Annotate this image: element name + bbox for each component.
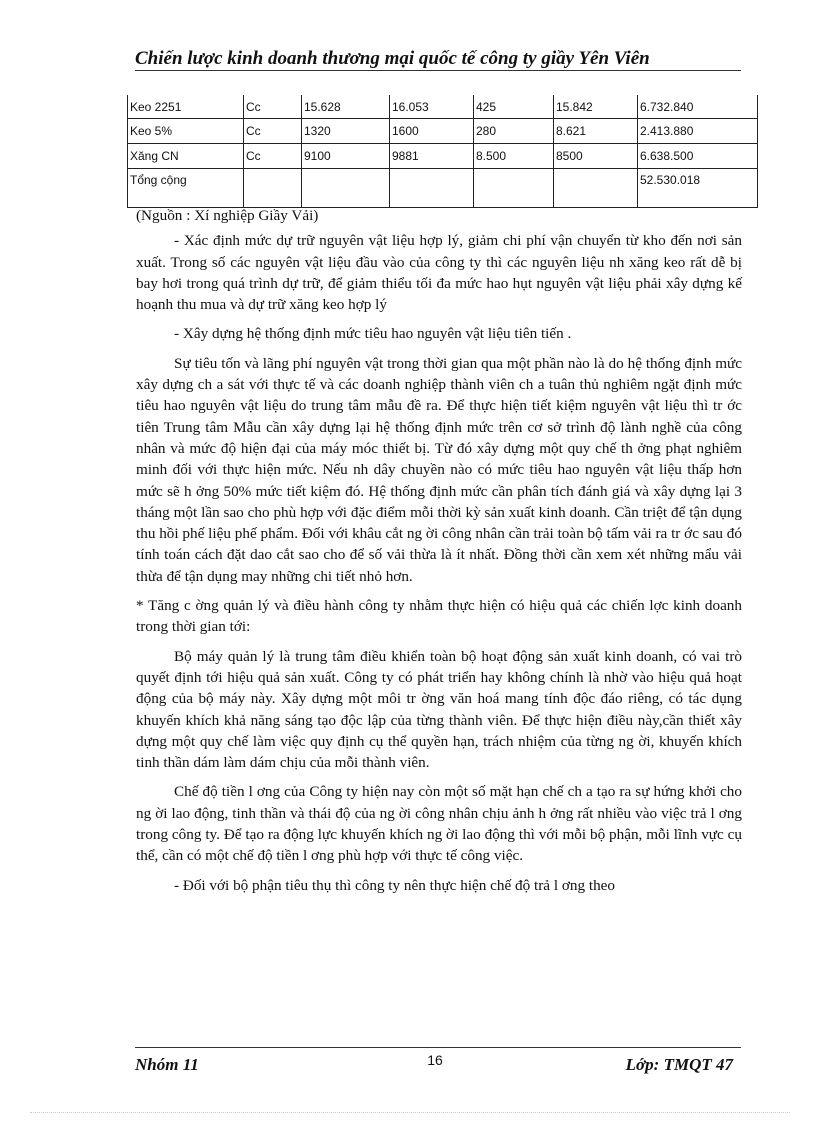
table-cell: 2.413.880 [638,119,758,144]
table-cell: 1600 [390,119,474,144]
paragraph: - Xác định mức dự trữ nguyên vật liệu hợp lý, giảm chi phí vận chuyển từ kho đến nơi sản xuất. Trong số các nguyên vật liệu đầu vào của công ty thì các nguyên liệu nh xăng keo rất dễ bị bay hơi trong quá trình dự trữ, để giảm thiểu tối đa mức hao hụt nguyên vật liệu phải xây dựng kế hoạnh thu mua và dự trữ xăng keo hợp lý [136,232,742,314]
table-cell [474,169,554,208]
table-cell: 425 [474,95,554,119]
page-bottom-border [30,1112,790,1113]
table-cell: Cc [244,95,302,119]
table-cell: Keo 2251 [128,95,244,119]
footer-group-label: Nhóm 11 [135,1055,199,1074]
table-row [128,95,758,119]
table-row [128,144,758,169]
table-cell: 9881 [390,144,474,169]
table-cell: Keo 5% [128,119,244,144]
table-cell: 6.732.840 [638,95,758,119]
table-cell [302,169,390,208]
table-cell: 8.500 [474,144,554,169]
table-cell: 52.530.018 [638,169,758,208]
table-row [128,119,758,144]
section-heading: * Tăng c ờng quản lý và điều hành công ty nhằm thực hiện có hiệu quả các chiến lợc kinh doanh trong thời gian tới: [136,597,742,636]
paragraph: Chế độ tiền l ơng của Công ty hiện nay còn một số mặt hạn chế ch a tạo ra sự hứng khởi cho ng ời lao động, tinh thần và thái độ của ng ời công nhân chịu ảnh h ởng rất nhiều vào việc trả l ơng trong công ty. Để tạo ra động lực khuyến khích ng ời lao động thì với mỗi bộ phận, mỗi lĩnh vực cụ thể, cần có một chế độ tiền l ơng phù hợp với thực tế công việc. [136,783,742,865]
table-cell [244,169,302,208]
page-number: 16 [427,1052,443,1068]
body-text [136,205,742,904]
table-cell: Tổng cộng [128,169,244,208]
table-cell: 9100 [302,144,390,169]
paragraph: Bộ máy quản lý là trung tâm điều khiển toàn bộ hoạt động sản xuất kinh doanh, có vai trò quyết định tới hiệu quả sản xuất. Công ty có phát triển hay không chính là nhờ vào hiệu quả hoạt động của bộ máy này. Xây dựng một môi tr ờng văn hoá mang tính độc đáo riêng, có tác dụng khuyến khích khả năng sáng tạo độc lập của từng thành viên. Để thực hiện điều này,cần thiết xây dựng một quy chế làm việc quy định cụ thể quyền hạn, trách nhiệm của từng ng ời, khuyến khích tinh thần dám làm dám chịu của mỗi thành viên. [136,647,742,772]
table-cell: 8500 [554,144,638,169]
table-cell: Cc [244,119,302,144]
table-cell: Cc [244,144,302,169]
table-cell: 8.621 [554,119,638,144]
paragraph: - Đối với bộ phận tiêu thụ thì công ty nên thực hiện chế độ trả l ơng theo [174,876,616,894]
table-total-row [128,169,758,208]
table-cell: 6.638.500 [638,144,758,169]
footer-class-label: Lớp: TMQT 47 [625,1055,733,1074]
table-cell: 280 [474,119,554,144]
table-cell: Xăng CN [128,144,244,169]
material-cost-table [127,95,758,208]
table-cell [554,169,638,208]
table-cell [390,169,474,208]
page-header-title: Chiến lược kinh doanh thương mại quốc tế công ty giầy Yên Viên [135,48,650,69]
header-divider [135,70,741,71]
table-cell: 16.053 [390,95,474,119]
paragraph: - Xây dựng hệ thống định mức tiêu hao nguyên vật liệu tiên tiến . [174,325,572,343]
footer-divider [135,1047,741,1048]
table-source-note: (Nguồn : Xí nghiệp Giầy Vải) [136,207,319,224]
paragraph: Sự tiêu tốn và lãng phí nguyên vật trong thời gian qua một phần nào là do hệ thống định mức xây dựng ch a sát với thực tế và các doanh nghiệp thành viên ch a tuân thủ nghiêm ngặt định mức tiêu hao nguyên vật liệu do trung tâm mẫu đề ra. Để thực hiện tiết kiệm nguyên vật liệu thì tr ớc tiên Trung tâm Mẫu cần xây dựng lại hệ thống định mức trên cơ sở trình độ lành nghề của công nhân và mức độ hiện đại của máy móc thiết bị. Từ đó xây dựng một quy chế th ởng phạt nghiêm minh đối với thực hiện mức. Nếu nh dây chuyền nào có mức tiêu hao nguyên vật liệu thấp hơn mức sẽ h ởng 50% mức tiết kiệm đó. Hệ thống định mức cần phân tích đánh giá và xây dựng lại 3 tháng một lần sao cho phù hợp với đặc điểm mỗi thời kỳ sản xuất kinh doanh. Cần triệt để tận dụng thu hồi phế liệu phế phẩm. Đối với khâu cắt ng ời công nhân cần trải toàn bộ tấm vải ra tr ớc sau đó tính toán cách đặt dao cắt sao cho để số vải thừa là ít nhất. Đồng thời cần xem xét những mẩu vải thừa để tận dụng may những chi tiết nhỏ hơn. [136,354,742,585]
table-cell: 1320 [302,119,390,144]
table-cell: 15.628 [302,95,390,119]
table-cell: 15.842 [554,95,638,119]
